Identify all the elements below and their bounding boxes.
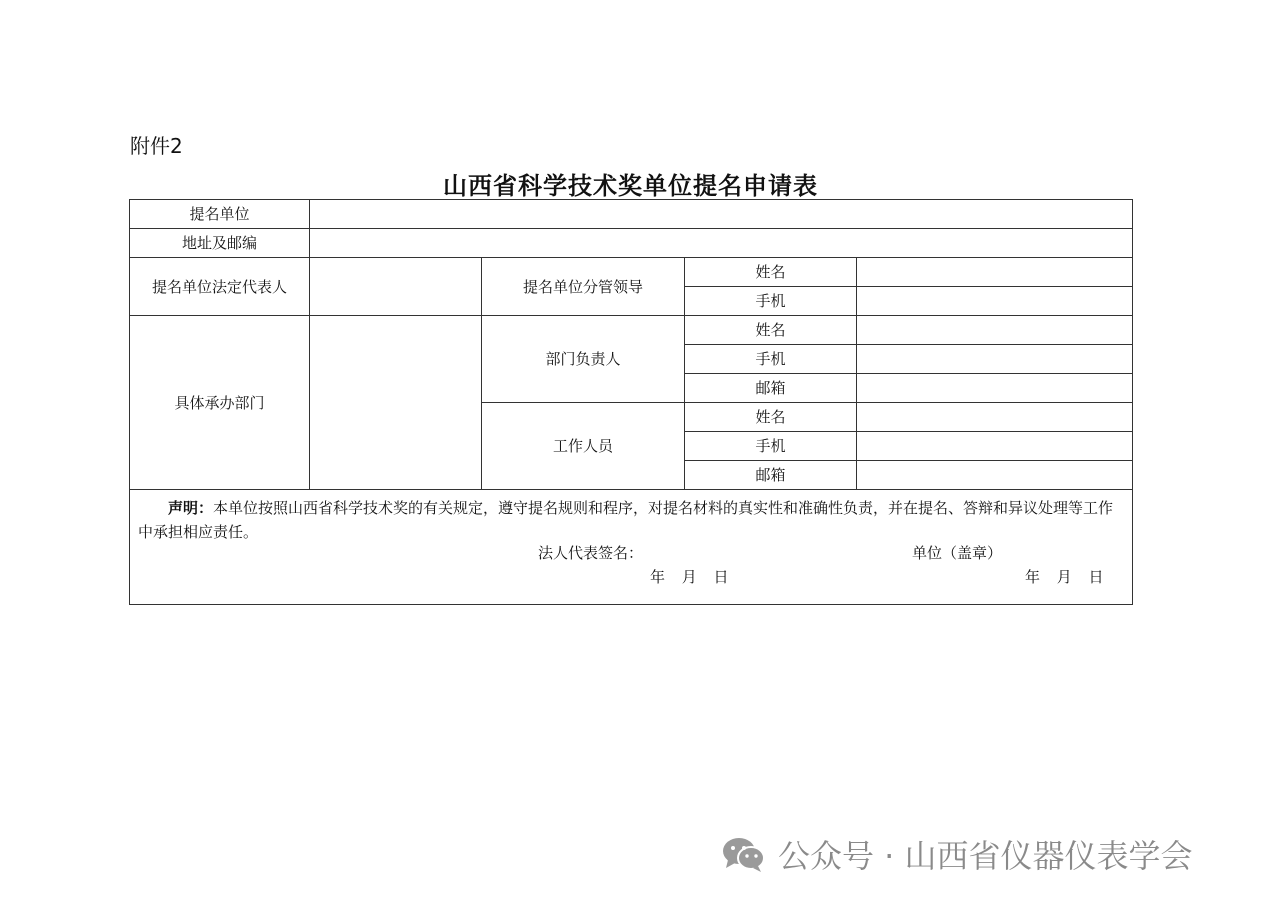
attachment-label: 附件2	[130, 134, 183, 158]
date-row	[130, 568, 1132, 592]
label-staff-phone: 手机	[685, 432, 857, 461]
label-leader: 提名单位分管领导	[482, 258, 685, 316]
label-staff-email: 邮箱	[685, 461, 857, 490]
input-staff-name[interactable]	[857, 403, 1133, 432]
label-legal-representative: 提名单位法定代表人	[130, 258, 310, 316]
unit-seal-label: 单位（盖章）	[912, 544, 1003, 562]
input-staff-email[interactable]	[857, 461, 1133, 490]
label-address-zip: 地址及邮编	[130, 229, 310, 258]
label-dept-head-phone: 手机	[685, 345, 857, 374]
nomination-form-table	[129, 199, 1133, 605]
input-department[interactable]	[310, 316, 482, 490]
watermark-text: 公众号 · 山西省仪器仪表学会	[778, 837, 1193, 875]
label-leader-phone: 手机	[685, 287, 857, 316]
label-leader-name: 姓名	[685, 258, 857, 287]
input-address-zip[interactable]	[310, 229, 1133, 258]
input-dept-head-name[interactable]	[857, 316, 1133, 345]
legal-signature-label: 法人代表签名：	[538, 544, 644, 562]
input-leader-phone[interactable]	[857, 287, 1133, 316]
input-dept-head-phone[interactable]	[857, 345, 1133, 374]
declaration-body: 本单位按照山西省科学技术奖的有关规定，遵守提名规则和程序，对提名材料的真实性和准确性负责，并在提名、答辩和异议处理等工作中承担相应责任。	[138, 499, 1114, 541]
input-dept-head-email[interactable]	[857, 374, 1133, 403]
label-dept-head-name: 姓名	[685, 316, 857, 345]
label-nominating-unit: 提名单位	[130, 200, 310, 229]
form-title: 山西省科学技术奖单位提名申请表	[443, 172, 818, 200]
signature-row	[130, 544, 1132, 568]
date-right: 年 月 日	[1025, 568, 1104, 586]
watermark	[720, 832, 1193, 876]
label-department: 具体承办部门	[130, 316, 310, 490]
input-staff-phone[interactable]	[857, 432, 1133, 461]
label-dept-head-email: 邮箱	[685, 374, 857, 403]
declaration-heading: 声明：	[168, 499, 214, 517]
declaration-text-block	[138, 496, 1124, 544]
label-staff: 工作人员	[482, 403, 685, 490]
label-staff-name: 姓名	[685, 403, 857, 432]
wechat-icon	[720, 834, 768, 874]
date-left: 年 月 日	[650, 568, 729, 586]
label-dept-head: 部门负责人	[482, 316, 685, 403]
input-nominating-unit[interactable]	[310, 200, 1133, 229]
declaration-cell	[130, 490, 1133, 605]
input-leader-name[interactable]	[857, 258, 1133, 287]
input-legal-representative[interactable]	[310, 258, 482, 316]
